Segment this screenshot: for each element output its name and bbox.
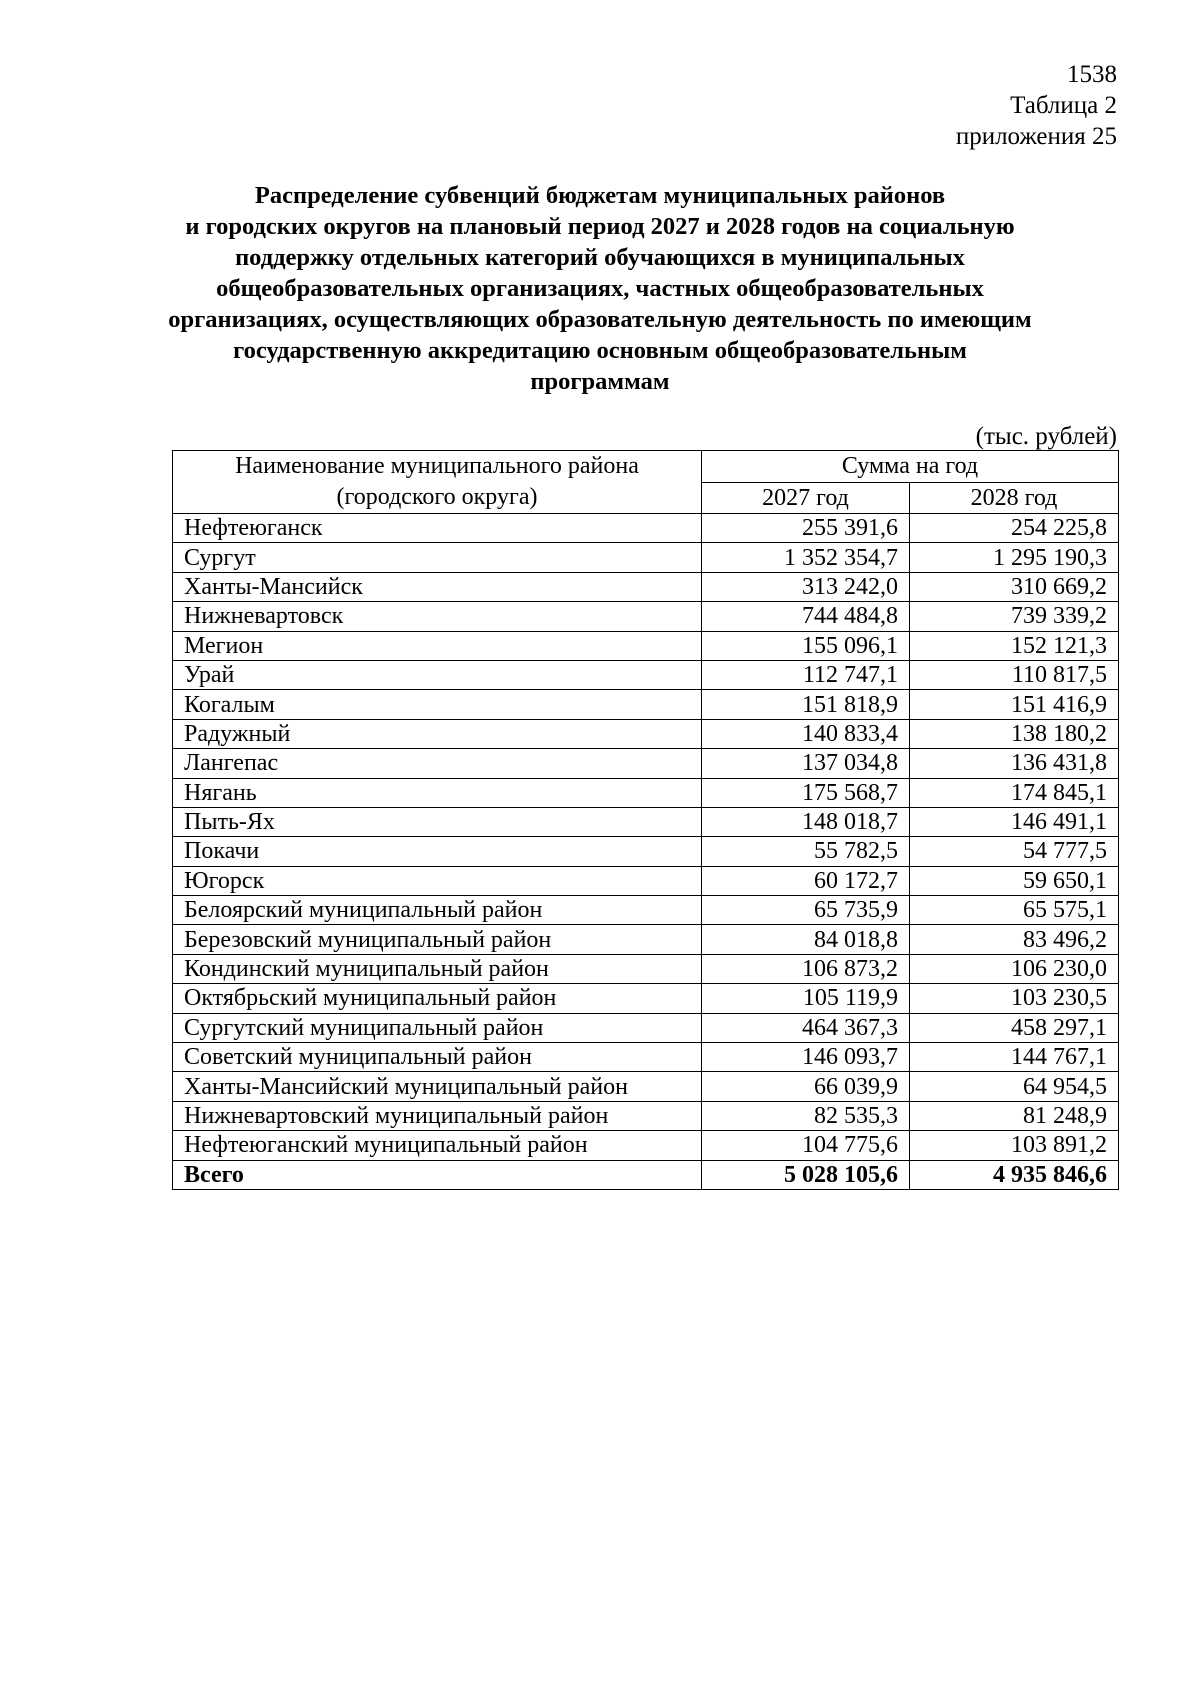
table-row	[173, 514, 1119, 543]
total-row	[173, 1160, 1119, 1189]
row-value-2027: 175 568,7	[702, 778, 910, 807]
row-value-2028: 146 491,1	[910, 807, 1119, 836]
row-name-cell: Нижневартовский муниципальный район	[173, 1101, 702, 1130]
row-value-2028: 310 669,2	[910, 572, 1119, 601]
table-row	[173, 572, 1119, 601]
row-value-2028: 103 230,5	[910, 984, 1119, 1013]
table-row	[173, 631, 1119, 660]
row-value-2028: 151 416,9	[910, 690, 1119, 719]
header-year-2027: 2027 год	[702, 482, 910, 514]
appendix-reference: приложения 25	[955, 123, 1117, 150]
row-value-2027: 60 172,7	[702, 866, 910, 895]
row-value-2028: 152 121,3	[910, 631, 1119, 660]
row-value-2027: 84 018,8	[702, 925, 910, 954]
row-value-2027: 155 096,1	[702, 631, 910, 660]
row-name-cell: Покачи	[173, 837, 702, 866]
row-value-2028: 106 230,0	[910, 954, 1119, 983]
units-label: (тыс. рублей)	[975, 423, 1117, 450]
row-value-2028: 59 650,1	[910, 866, 1119, 895]
total-value-2027: 5 028 105,6	[702, 1160, 910, 1189]
row-name-cell: Березовский муниципальный район	[173, 925, 702, 954]
row-value-2027: 313 242,0	[702, 572, 910, 601]
row-name-cell: Урай	[173, 660, 702, 689]
subvention-table	[172, 450, 1119, 1190]
table-row	[173, 807, 1119, 836]
row-value-2027: 1 352 354,7	[702, 543, 910, 572]
header-block	[956, 59, 1117, 152]
row-value-2027: 106 873,2	[702, 954, 910, 983]
row-value-2027: 148 018,7	[702, 807, 910, 836]
table-row	[173, 690, 1119, 719]
table-row	[173, 866, 1119, 895]
row-value-2028: 1 295 190,3	[910, 543, 1119, 572]
table-row	[173, 984, 1119, 1013]
row-name-cell: Белоярский муниципальный район	[173, 896, 702, 925]
page-number: 1538	[1067, 61, 1117, 88]
row-name-cell: Нефтеюганский муниципальный район	[173, 1131, 702, 1160]
row-value-2028: 136 431,8	[910, 749, 1119, 778]
title-line: общеобразовательных организациях, частных общеобразовательных	[216, 275, 984, 302]
row-value-2028: 174 845,1	[910, 778, 1119, 807]
title-line: программам	[530, 368, 670, 395]
document-title	[150, 180, 1050, 397]
row-name-cell: Октябрьский муниципальный район	[173, 984, 702, 1013]
row-name-cell: Югорск	[173, 866, 702, 895]
row-name-cell: Сургут	[173, 543, 702, 572]
row-value-2028: 83 496,2	[910, 925, 1119, 954]
row-value-2028: 739 339,2	[910, 602, 1119, 631]
row-name-cell: Сургутский муниципальный район	[173, 1013, 702, 1042]
row-value-2027: 137 034,8	[702, 749, 910, 778]
header-year-2028: 2028 год	[910, 482, 1119, 514]
row-value-2027: 255 391,6	[702, 514, 910, 543]
table-row	[173, 778, 1119, 807]
table-row	[173, 1013, 1119, 1042]
row-value-2027: 65 735,9	[702, 896, 910, 925]
header-sum-cell: Сумма на год	[702, 451, 1119, 483]
table-row	[173, 543, 1119, 572]
total-value-2028: 4 935 846,6	[910, 1160, 1119, 1189]
row-value-2028: 54 777,5	[910, 837, 1119, 866]
row-value-2027: 112 747,1	[702, 660, 910, 689]
row-value-2027: 464 367,3	[702, 1013, 910, 1042]
row-value-2027: 744 484,8	[702, 602, 910, 631]
table-row	[173, 602, 1119, 631]
title-line: Распределение субвенций бюджетам муниципальных районов	[254, 182, 946, 209]
row-name-cell: Лангепас	[173, 749, 702, 778]
row-value-2028: 81 248,9	[910, 1101, 1119, 1130]
title-line: государственную аккредитацию основным общеобразовательным	[233, 337, 967, 364]
row-name-cell: Мегион	[173, 631, 702, 660]
title-line: поддержку отдельных категорий обучающихся в муниципальных	[235, 244, 965, 271]
row-value-2028: 64 954,5	[910, 1072, 1119, 1101]
row-value-2027: 104 775,6	[702, 1131, 910, 1160]
table-reference: Таблица 2	[1010, 92, 1117, 119]
row-value-2027: 140 833,4	[702, 719, 910, 748]
row-name-cell: Пыть-Ях	[173, 807, 702, 836]
table-row	[173, 660, 1119, 689]
title-line: и городских округов на плановый период 2027 и 2028 годов на социальную	[185, 213, 1015, 240]
table-row	[173, 1043, 1119, 1072]
header-name-line: (городского округа)	[336, 484, 538, 510]
row-value-2028: 144 767,1	[910, 1043, 1119, 1072]
table-body	[173, 514, 1119, 1190]
table-row	[173, 837, 1119, 866]
row-name-cell: Нижневартовск	[173, 602, 702, 631]
table-row	[173, 1101, 1119, 1130]
row-name-cell: Советский муниципальный район	[173, 1043, 702, 1072]
row-value-2027: 66 039,9	[702, 1072, 910, 1101]
table-row	[173, 749, 1119, 778]
row-value-2027: 105 119,9	[702, 984, 910, 1013]
row-name-cell: Нефтеюганск	[173, 514, 702, 543]
title-line: организациях, осуществляющих образовательную деятельность по имеющим	[168, 306, 1032, 333]
row-name-cell: Когалым	[173, 690, 702, 719]
row-value-2028: 103 891,2	[910, 1131, 1119, 1160]
row-name-cell: Ханты-Мансийск	[173, 572, 702, 601]
table-row	[173, 1131, 1119, 1160]
table-row	[173, 925, 1119, 954]
row-name-cell: Радужный	[173, 719, 702, 748]
table-header	[173, 451, 1119, 514]
row-value-2028: 458 297,1	[910, 1013, 1119, 1042]
row-value-2028: 110 817,5	[910, 660, 1119, 689]
row-value-2027: 82 535,3	[702, 1101, 910, 1130]
row-value-2027: 146 093,7	[702, 1043, 910, 1072]
row-name-cell: Ханты-Мансийский муниципальный район	[173, 1072, 702, 1101]
row-value-2027: 151 818,9	[702, 690, 910, 719]
row-value-2027: 55 782,5	[702, 837, 910, 866]
row-name-cell: Нягань	[173, 778, 702, 807]
header-name-cell	[173, 451, 702, 514]
table-row	[173, 1072, 1119, 1101]
table-row	[173, 954, 1119, 983]
header-name-line: Наименование муниципального района	[235, 453, 639, 479]
row-name-cell: Кондинский муниципальный район	[173, 954, 702, 983]
total-label-cell: Всего	[173, 1160, 702, 1189]
table-row	[173, 896, 1119, 925]
row-value-2028: 65 575,1	[910, 896, 1119, 925]
row-value-2028: 138 180,2	[910, 719, 1119, 748]
table-row	[173, 719, 1119, 748]
row-value-2028: 254 225,8	[910, 514, 1119, 543]
